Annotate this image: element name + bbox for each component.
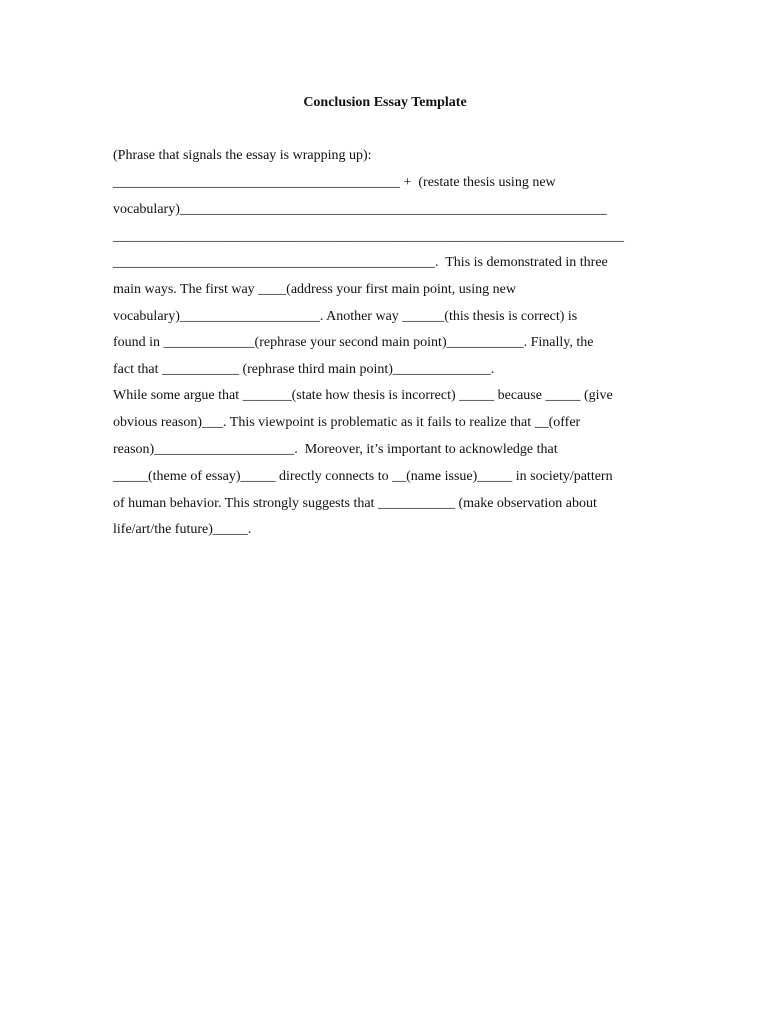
text-line-6: main ways. The first way ____(address your first main point, using new <box>113 282 516 297</box>
text-line-2: _________________________________________ + (restate thesis using new <box>113 175 556 190</box>
document-title: Conclusion Essay Template <box>303 95 467 110</box>
text-line-10: While some argue that _______(state how thesis is incorrect) _____ because _____ (give <box>113 388 613 403</box>
text-line-14: of human behavior. This strongly suggests that ___________ (make observation about <box>113 496 597 511</box>
text-line-7: vocabulary)____________________. Another way ______(this thesis is correct) is <box>113 309 578 324</box>
text-line-13: _____(theme of essay)_____ directly connects to __(name issue)_____ in society/pattern <box>113 469 613 484</box>
text-line-12: reason)____________________. Moreover, it’s important to acknowledge that <box>113 442 558 457</box>
text-line-11: obvious reason)___. This viewpoint is problematic as it fails to realize that __(offer <box>113 415 581 430</box>
text-line-1: (Phrase that signals the essay is wrapping up): <box>113 148 372 163</box>
text-line-15: life/art/the future)_____. <box>113 522 252 537</box>
text-line-4: _________________________________________________________________________ <box>113 229 624 244</box>
text-line-8: found in _____________(rephrase your second main point)___________. Finally, the <box>113 335 594 350</box>
text-line-9: fact that ___________ (rephrase third main point)______________. <box>113 362 495 377</box>
text-line-5: ______________________________________________. This is demonstrated in three <box>113 255 608 270</box>
text-line-3: vocabulary)_____________________________________________________________ <box>113 202 607 217</box>
